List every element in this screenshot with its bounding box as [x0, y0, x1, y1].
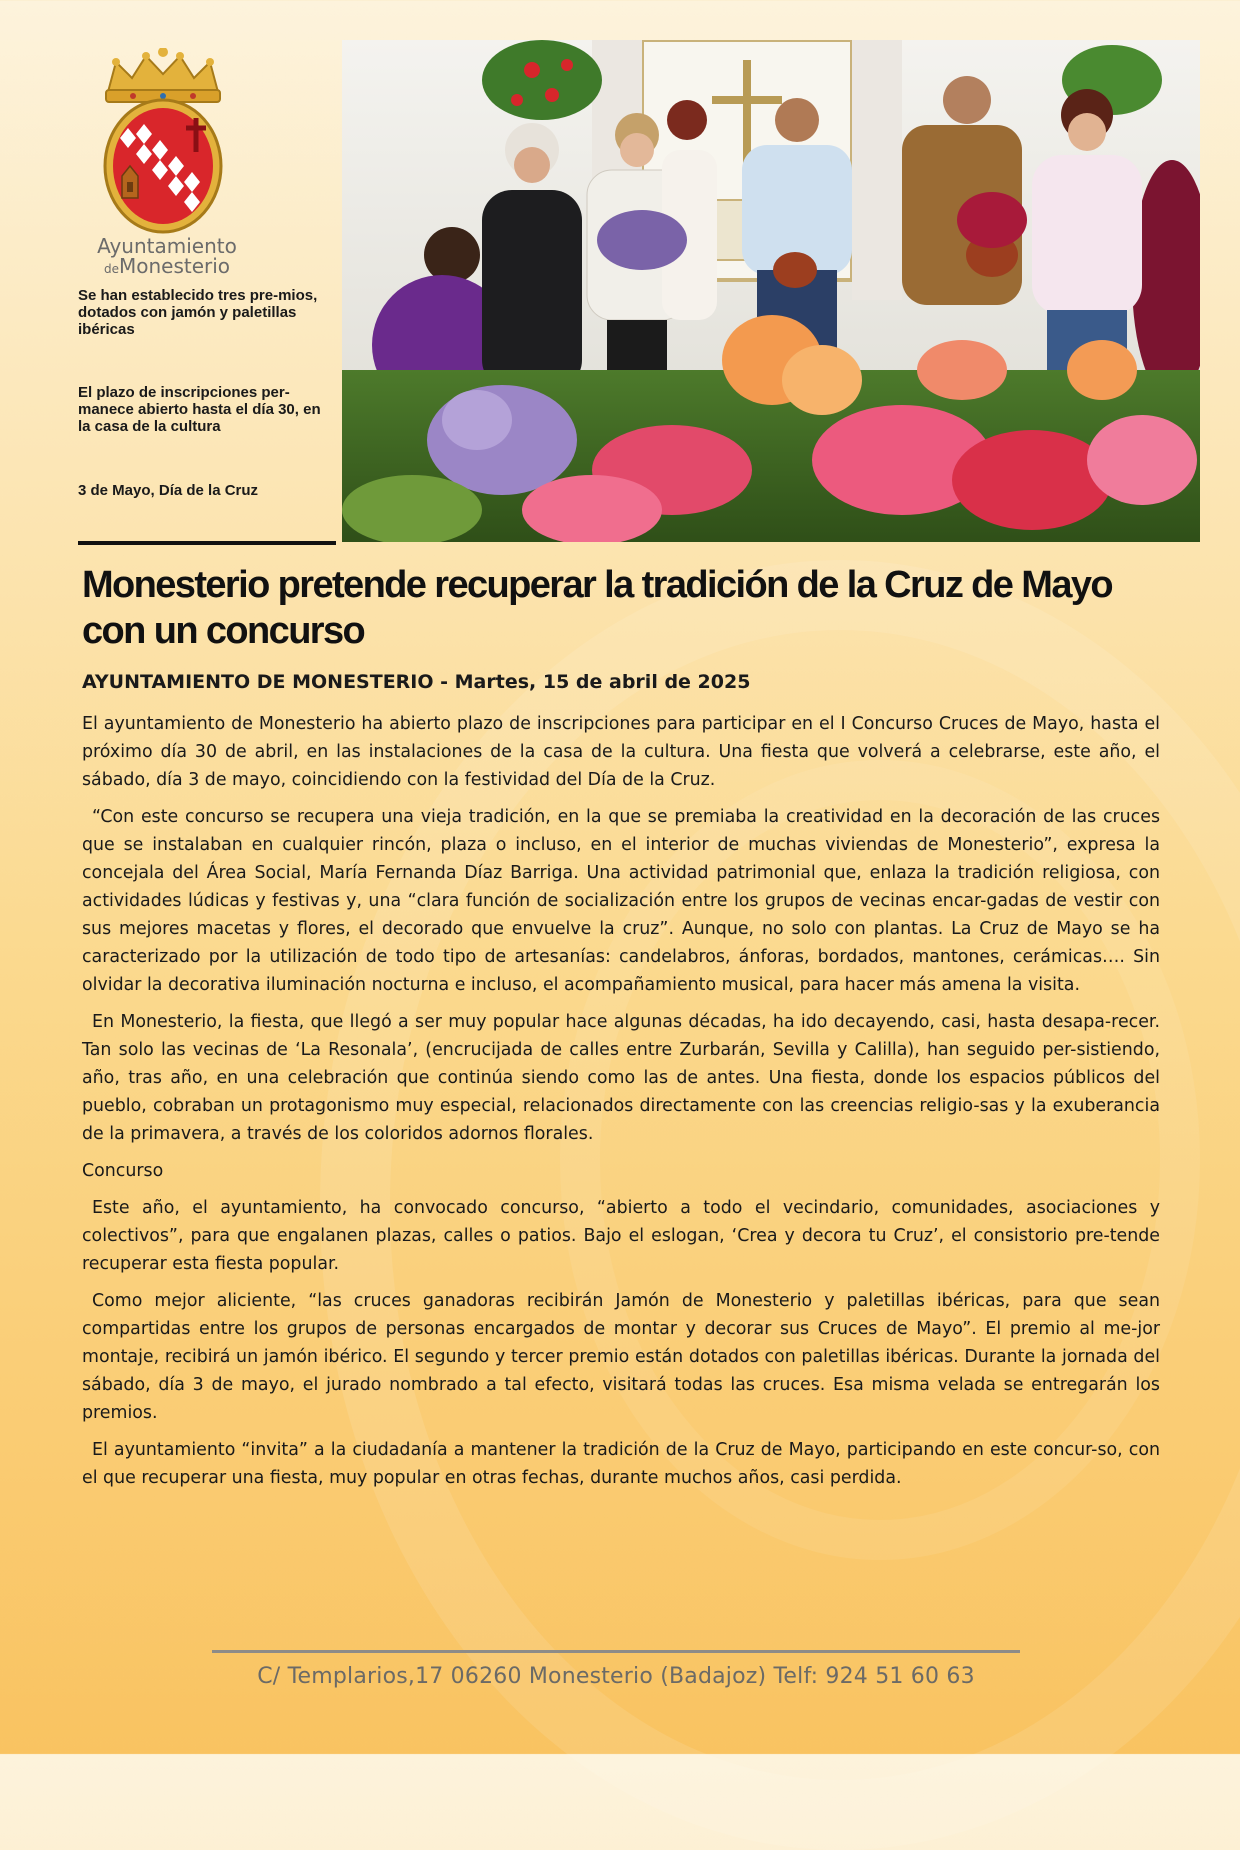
logo-line1: Ayuntamiento	[97, 234, 237, 258]
footer-address: C/ Templarios,17 06260 Monesterio (Badajoz) Telf: 924 51 60 63	[257, 1664, 975, 1689]
sidebar-highlight-prizes: Se han establecido tres pre-mios, dotados con jamón y paletillas ibéricas	[78, 287, 318, 338]
article-paragraph: El ayuntamiento “invita” a la ciudadanía a mantener la tradición de la Cruz de Mayo, participando en este concur-so, con el que recuperar una fiesta, muy popular en otras fechas, durante muchos años, casi perdida.	[82, 1440, 1160, 1488]
article-byline: AYUNTAMIENTO DE MONESTERIO - Martes, 15 de abril de 2025	[82, 671, 751, 693]
logo-wordmark	[82, 236, 252, 279]
article-body	[82, 710, 1160, 1501]
logo-prefix: de	[103, 262, 119, 276]
sidebar-highlight-deadline: El plazo de inscripciones per-manece abierto hasta el día 30, en la casa de la cultura	[78, 384, 321, 435]
article-subheading: Concurso	[82, 1161, 164, 1181]
article-paragraph: En Monesterio, la fiesta, que llegó a ser muy popular hace algunas décadas, ha ido decayendo, casi, hasta desapa-recer. Tan solo las vecinas de ‘La Resonala’, (encrucijada de calles entre Zurbarán, Sevilla y Calilla), han seguido per-sistiendo, año, tras año, en una celebración que continúa siendo como las de antes. Una fiesta, donde los espacios públicos del pueblo, cobraban un protagonismo muy especial, relacionados directamente con las creencias religio-sas y la exuberancia de la primavera, a través de los coloridos adornos florales.	[82, 1012, 1160, 1144]
sidebar-highlight-date: 3 de Mayo, Día de la Cruz	[78, 482, 259, 499]
article-headline: Monesterio pretende recuperar la tradición de la Cruz de Mayo con un concurso	[82, 564, 1113, 652]
article-paragraph: Este año, el ayuntamiento, ha convocado concurso, “abierto a todo el vecindario, comunidades, asociaciones y colectivos”, para que engalanen plazas, calles o patios. Bajo el eslogan, ‘Crea y decora tu Cruz’, el consistorio pre-tende recuperar esta fiesta popular.	[82, 1198, 1160, 1274]
footer-divider	[212, 1650, 1020, 1653]
sidebar-divider	[78, 541, 336, 545]
article-paragraph: “Con este concurso se recupera una vieja tradición, en la que se premiaba la creatividad en la decoración de las cruces que se instalaban en cualquier rincón, plaza o incluso, en el interior de muchas viviendas de Monesterio”, expresa la concejala del Área Social, María Fernanda Díaz Barriga. Una actividad patrimonial que, enlaza la tradición religiosa, con actividades lúdicas y festivas y, una “clara función de socialización entre los grupos de vecinas encar-gadas de vestir con sus mejores macetas y flores, el decorado que envuelve la cruz”. Aunque, no solo con plantas. La Cruz de Mayo se ha caracterizado por la utilización de todo tipo de artesanías: candelabros, ánforas, bordados, mantones, cerámicas…. Sin olvidar la decorativa iluminación nocturna e incluso, el acompañamiento musical, para hacer más amena la visita.	[82, 807, 1160, 995]
article-paragraph: Como mejor aliciente, “las cruces ganadoras recibirán Jamón de Monesterio y paletillas ibéricas, para que sean compartidas entre los grupos de personas encargados de montar y decorar sus Cruces de Mayo”. El premio al me-jor montaje, recibirá un jamón ibérico. El segundo y tercer premio están dotados con paletillas ibéricas. Durante la jornada del sábado, día 3 de mayo, el jurado nombrado a tal efecto, visitará todas las cruces. Esa misma velada se entregarán los premios.	[82, 1291, 1160, 1423]
logo-line2: Monesterio	[118, 254, 231, 278]
article-photo	[342, 40, 1200, 542]
article-paragraph: El ayuntamiento de Monesterio ha abierto plazo de inscripciones para participar en el I Concurso Cruces de Mayo, hasta el próximo día 30 de abril, en las instalaciones de la casa de la cultura. Una fiesta que volverá a celebrarse, este año, el sábado, día 3 de mayo, coincidiendo con la festividad del Día de la Cruz.	[82, 714, 1160, 790]
